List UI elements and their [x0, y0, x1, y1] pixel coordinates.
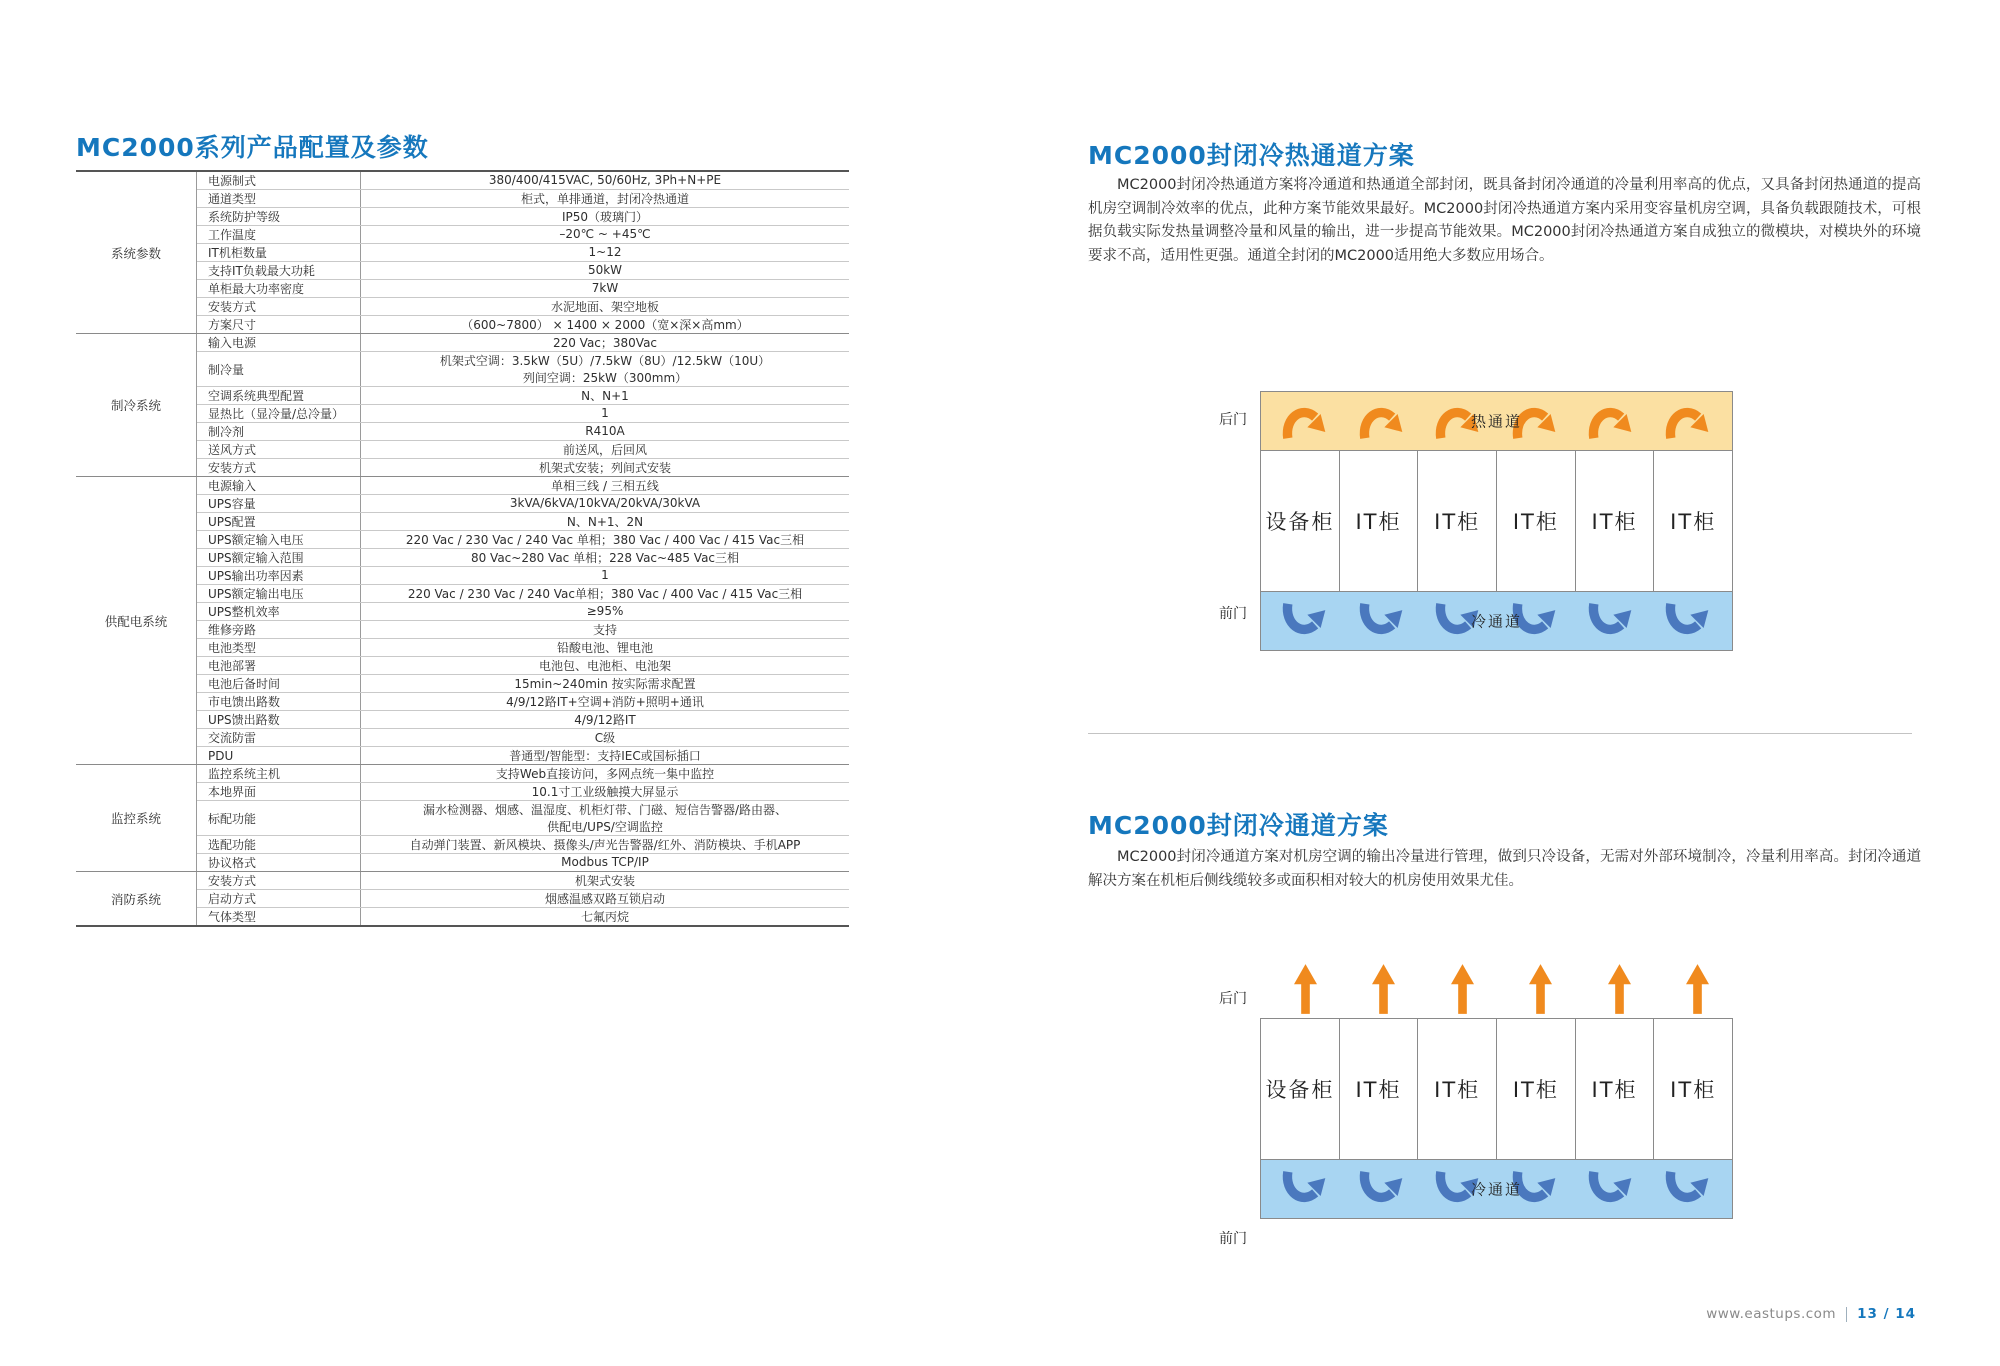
spec-label: 支持IT负载最大功耗	[208, 264, 315, 278]
spec-label: 标配功能	[208, 811, 257, 826]
table-row	[197, 494, 849, 512]
section1-paragraph: MC2000封闭冷热通道方案将冷通道和热通道全部封闭，既具备封闭冷通道的冷量利用率高的优点，又具备封闭热通道的提高机房空调制冷效率的优点，此种方案节能效果最好。MC2000封闭冷热通道方案内采用变容量机房空调，具备负载跟随技术，可根据负载实际发热量调整冷量和风量的输出，进一步提高节能效果。MC2000封闭冷热通道方案自成独立的微模块，对模块外的环境要求不高，适用性更强。通道全封闭的MC2000适用绝大多数应用场合。	[1088, 177, 1921, 264]
cabinet-row	[1261, 450, 1732, 592]
table-row	[197, 315, 849, 333]
cabinet-cell: IT柜	[1417, 451, 1496, 591]
spec-value	[360, 459, 849, 476]
spec-value	[360, 836, 849, 853]
cold-air-arrow-icon	[1663, 602, 1713, 640]
table-row	[197, 189, 849, 207]
spec-label: 安装方式	[208, 461, 257, 475]
table-row	[197, 584, 849, 602]
table-row	[197, 620, 849, 638]
spec-value-line: 漏水检测器、烟感、温湿度、机柜灯带、门磁、短信告警器/路由器、	[422, 803, 788, 817]
table-row	[197, 548, 849, 566]
spec-value-line: 水泥地面、架空地板	[550, 300, 659, 314]
spec-value	[360, 908, 849, 925]
spec-value	[360, 387, 849, 404]
table-row	[197, 225, 849, 243]
cabinet-cell: 设备柜	[1265, 1078, 1335, 1102]
cold-air-arrow-icon	[1663, 1170, 1713, 1208]
spec-value	[360, 872, 849, 889]
table-row	[197, 404, 849, 422]
spec-label: 显热比（显冷量/总冷量）	[208, 407, 345, 421]
table-row	[197, 638, 849, 656]
table-row	[197, 782, 849, 800]
spec-value	[360, 208, 849, 225]
section2-paragraph: MC2000封闭冷通道方案对机房空调的输出冷量进行管理，做到只冷设备，无需对外部环境制冷，冷量利用率高。封闭冷通道解决方案在机柜后侧线缆较多或面积相对较大的机房使用效果尤佳。	[1088, 849, 1921, 889]
spec-value-line: C级	[594, 731, 616, 745]
spec-label: UPS整机效率	[208, 605, 280, 619]
spec-label: 电池类型	[208, 641, 257, 655]
spec-value-line: 3kVA/6kVA/10kVA/20kVA/30kVA	[509, 496, 701, 511]
spec-value	[360, 711, 849, 728]
spec-value	[360, 405, 849, 422]
spec-value-line: （600~7800） × 1400 × 2000（宽×深×高mm）	[461, 318, 749, 332]
spec-value-line: 4/9/12路IT	[574, 713, 636, 727]
table-rows	[196, 172, 849, 333]
spec-value	[360, 675, 849, 692]
spec-label: 安装方式	[208, 300, 257, 314]
cabinet-cell: IT柜	[1653, 1019, 1732, 1159]
spec-value-line: 220 Vac；380Vac	[552, 336, 658, 350]
spec-value	[360, 801, 849, 835]
table-group-label: 系统参数	[110, 245, 161, 261]
table-row	[197, 907, 849, 925]
table-row	[197, 351, 849, 386]
exhaust-arrow-icon	[1608, 964, 1631, 1014]
cold-aisle-label: 冷通道	[1470, 612, 1523, 631]
cabinet-row	[1261, 1019, 1732, 1160]
spec-value	[360, 495, 849, 512]
cabinet-cell: IT柜	[1417, 1019, 1496, 1159]
spec-table	[76, 170, 849, 927]
spec-label: 市电馈出路数	[208, 695, 281, 709]
section-title-cold-aisle: MC2000封闭冷通道方案	[1088, 811, 1389, 840]
table-row	[197, 386, 849, 404]
table-section	[76, 172, 849, 333]
cabinet-cell: IT柜	[1339, 451, 1418, 591]
spec-label: 单柜最大功率密度	[208, 282, 305, 296]
cold-air-arrow-icon	[1586, 1170, 1636, 1208]
spec-value	[360, 262, 849, 279]
spec-value	[360, 783, 849, 800]
spec-value-line: 机架式空调：3.5kW（5U）/7.5kW（8U）/12.5kW（10U）	[439, 354, 771, 368]
exhaust-arrow-icon	[1294, 964, 1317, 1014]
spec-value-line: 80 Vac~280 Vac 单相；228 Vac~485 Vac三相	[470, 551, 740, 565]
table-row	[197, 728, 849, 746]
spec-value	[360, 549, 849, 566]
website-url: www.eastups.com	[1706, 1306, 1837, 1322]
cold-air-arrow-icon	[1280, 1170, 1330, 1208]
spec-value	[360, 890, 849, 907]
spec-label: UPS输出功率因素	[208, 569, 304, 583]
spec-value-line: Modbus TCP/IP	[561, 855, 649, 870]
cabinet-cell: IT柜	[1339, 1019, 1418, 1159]
cold-aisle-label: 冷通道	[1470, 1180, 1523, 1199]
spec-value-line: N、N+1	[581, 389, 629, 403]
table-row	[197, 530, 849, 548]
table-section	[76, 333, 849, 476]
hot-air-arrow-icon	[1586, 402, 1636, 440]
cold-air-arrow-icon	[1357, 602, 1407, 640]
table-row	[197, 279, 849, 297]
hot-aisle-label: 热通道	[1470, 412, 1523, 431]
table-row	[197, 512, 849, 530]
spec-value	[360, 639, 849, 656]
section-divider	[1088, 733, 1912, 734]
spec-value-line: ≥95%	[586, 604, 624, 619]
spec-value	[360, 621, 849, 638]
table-row	[197, 566, 849, 584]
spec-label: 送风方式	[208, 443, 257, 457]
spec-value-line: 1	[601, 406, 609, 421]
hot-air-arrow-icon	[1663, 402, 1713, 440]
spec-value-line: 普通型/智能型：支持IEC或国标插口	[509, 749, 701, 763]
table-row	[197, 835, 849, 853]
table-row	[197, 800, 849, 835]
exhaust-arrow-icon	[1451, 964, 1474, 1014]
table-row	[197, 422, 849, 440]
rear-door-label: 后门	[1219, 991, 1247, 1007]
exhaust-arrow-icon	[1372, 964, 1395, 1014]
spec-value	[360, 190, 849, 207]
table-row	[197, 872, 849, 889]
diagram-box	[1260, 391, 1733, 651]
spec-value-line: 50kW	[587, 263, 623, 278]
spec-label: 输入电源	[208, 336, 257, 350]
spec-label: 交流防雷	[208, 731, 257, 745]
front-door-label: 前门	[1219, 606, 1247, 622]
spec-value-line: 列间空调：25kW（300mm）	[522, 371, 688, 385]
spec-value-line: 支持Web直接访问，多网点统一集中监控	[495, 767, 715, 781]
spec-value	[360, 316, 849, 333]
rear-door-label: 后门	[1219, 412, 1247, 428]
spec-label: UPS额定输入范围	[208, 551, 304, 565]
cold-air-arrow-icon	[1586, 602, 1636, 640]
spec-value	[360, 172, 849, 189]
spec-value-line: 供配电/UPS/空调监控	[547, 820, 663, 834]
table-section	[76, 476, 849, 764]
spec-value-line: 电池包、电池柜、电池架	[538, 659, 671, 673]
table-row	[197, 710, 849, 728]
table-row	[197, 656, 849, 674]
spec-value	[360, 693, 849, 710]
spec-value	[360, 585, 849, 602]
spec-value	[360, 765, 849, 782]
cabinet-cell: 设备柜	[1265, 510, 1335, 534]
spec-value-line: 铅酸电池、锂电池	[556, 641, 653, 655]
table-row	[197, 458, 849, 476]
spec-value	[360, 334, 849, 351]
spec-label: UPS额定输入电压	[208, 533, 304, 547]
spec-label: PDU	[208, 748, 234, 763]
table-row	[197, 334, 849, 351]
spec-value	[360, 441, 849, 458]
spec-label: 选配功能	[208, 838, 257, 852]
spec-value-line: 烟感温感双路互锁启动	[544, 892, 665, 906]
table-row	[197, 889, 849, 907]
table-row	[197, 746, 849, 764]
spec-label: 启动方式	[208, 892, 257, 906]
spec-label: 本地界面	[208, 785, 257, 799]
diagram-box	[1260, 1018, 1733, 1219]
table-group-label: 消防系统	[110, 891, 161, 907]
hot-air-arrow-icon	[1280, 402, 1330, 440]
table-row	[197, 602, 849, 620]
table-row	[197, 297, 849, 315]
page-number: 13 / 14	[1857, 1306, 1916, 1322]
table-row	[197, 765, 849, 782]
spec-label: UPS额定输出电压	[208, 587, 304, 601]
spec-value-line: 220 Vac / 230 Vac / 240 Vac 单相；380 Vac / 400 Vac / 415 Vac三相	[405, 533, 805, 547]
spec-label: 维修旁路	[208, 623, 257, 637]
spec-value	[360, 657, 849, 674]
spec-value-line: 前送风，后回风	[562, 443, 647, 457]
table-row	[197, 261, 849, 279]
spec-value-line: 机架式安装；列间式安装	[538, 461, 671, 475]
spec-label: 电源输入	[208, 479, 257, 493]
spec-label: UPS配置	[208, 515, 256, 529]
spec-label: 制冷剂	[208, 425, 245, 439]
spec-value	[360, 280, 849, 297]
spec-label: 工作温度	[208, 228, 257, 242]
spec-value-line: 七氟丙烷	[580, 910, 629, 924]
cold-air-arrow-icon	[1357, 1170, 1407, 1208]
exhaust-arrow-icon	[1529, 964, 1552, 1014]
spec-value	[360, 244, 849, 261]
hot-aisle-band	[1261, 392, 1732, 450]
spec-value	[360, 747, 849, 764]
spec-label: IT机柜数量	[208, 246, 267, 260]
cabinet-cell: IT柜	[1653, 451, 1732, 591]
spec-value-line: 自动弹门装置、新风模块、摄像头/声光告警器/红外、消防模块、手机APP	[409, 838, 801, 852]
spec-label: UPS馈出路数	[208, 713, 280, 727]
spec-value	[360, 729, 849, 746]
footer-divider	[1846, 1307, 1847, 1322]
cabinet-cell: IT柜	[1575, 1019, 1654, 1159]
exhaust-arrow-icon	[1686, 964, 1709, 1014]
exhaust-arrow-row	[1260, 962, 1743, 1014]
spec-value	[360, 531, 849, 548]
table-rows	[196, 334, 849, 476]
table-rows	[196, 872, 849, 925]
page-footer	[1706, 1306, 1916, 1322]
spec-value-line: 1~12	[588, 245, 622, 260]
spec-value-line: 4/9/12路IT+空调+消防+照明+通讯	[506, 695, 704, 709]
table-rows	[196, 765, 849, 871]
spec-label: 制冷量	[208, 362, 245, 377]
spec-value	[360, 567, 849, 584]
spec-value	[360, 226, 849, 243]
table-row	[197, 207, 849, 225]
table-rows	[196, 477, 849, 764]
cabinet-cell: IT柜	[1496, 1019, 1575, 1159]
spec-value	[360, 477, 849, 494]
table-section	[76, 871, 849, 925]
table-row	[197, 477, 849, 494]
table-row	[197, 853, 849, 871]
spec-label: 安装方式	[208, 874, 257, 888]
table-row	[197, 674, 849, 692]
spec-value-line: N、N+1、2N	[566, 515, 644, 529]
spec-value	[360, 603, 849, 620]
spec-value-line: 380/400/415VAC, 50/60Hz, 3Ph+N+PE	[488, 173, 722, 188]
spec-value-line: 柜式，单排通道，封闭冷热通道	[520, 192, 689, 206]
table-row	[197, 440, 849, 458]
table-section	[76, 764, 849, 871]
page-title-products: MC2000系列产品配置及参数	[76, 133, 429, 162]
spec-value-line: 10.1寸工业级触摸大屏显示	[531, 785, 679, 799]
spec-value	[360, 513, 849, 530]
spec-value-line: 7kW	[591, 281, 619, 296]
spec-label: 通道类型	[208, 192, 257, 206]
table-row	[197, 692, 849, 710]
front-door-label: 前门	[1219, 1231, 1247, 1247]
spec-label: 空调系统典型配置	[208, 389, 305, 403]
spec-value-line: 220 Vac / 230 Vac / 240 Vac单相；380 Vac / 400 Vac / 415 Vac三相	[407, 587, 803, 601]
spec-value-line: IP50（玻璃门）	[561, 210, 649, 224]
section-title-hot-cold-aisle: MC2000封闭冷热通道方案	[1088, 141, 1415, 170]
spec-value	[360, 423, 849, 440]
spec-label: 气体类型	[208, 910, 257, 924]
table-group-label: 供配电系统	[104, 613, 168, 629]
spec-label: UPS容量	[208, 497, 256, 511]
spec-label: 系统防护等级	[208, 210, 281, 224]
table-row	[197, 172, 849, 189]
spec-value-line: 1	[601, 568, 609, 583]
table-group-label: 制冷系统	[110, 398, 161, 413]
cold-aisle-band	[1261, 592, 1732, 650]
spec-value	[360, 298, 849, 315]
spec-value-line: R410A	[585, 424, 625, 439]
spec-value-line: –20℃ ~ +45℃	[559, 227, 651, 242]
spec-value	[360, 854, 849, 871]
spec-value-line: 支持	[592, 623, 617, 637]
table-row	[197, 243, 849, 261]
spec-value-line: 机架式安装	[574, 874, 635, 888]
spec-label: 电池后备时间	[208, 677, 281, 691]
spec-label: 监控系统主机	[208, 767, 281, 781]
spec-value	[360, 352, 849, 386]
table-group-label: 监控系统	[110, 811, 161, 826]
cabinet-cell: IT柜	[1496, 451, 1575, 591]
spec-label: 电池部署	[208, 659, 257, 673]
spec-value-line: 单相三线 / 三相五线	[551, 479, 659, 493]
cabinet-cell: IT柜	[1575, 451, 1654, 591]
hot-air-arrow-icon	[1357, 402, 1407, 440]
spec-label: 协议格式	[208, 856, 257, 870]
spec-value-line: 15min~240min 按实际需求配置	[514, 677, 696, 691]
spec-label: 方案尺寸	[208, 318, 257, 332]
cold-aisle-band	[1261, 1160, 1732, 1218]
cold-air-arrow-icon	[1280, 602, 1330, 640]
spec-label: 电源制式	[208, 174, 257, 188]
